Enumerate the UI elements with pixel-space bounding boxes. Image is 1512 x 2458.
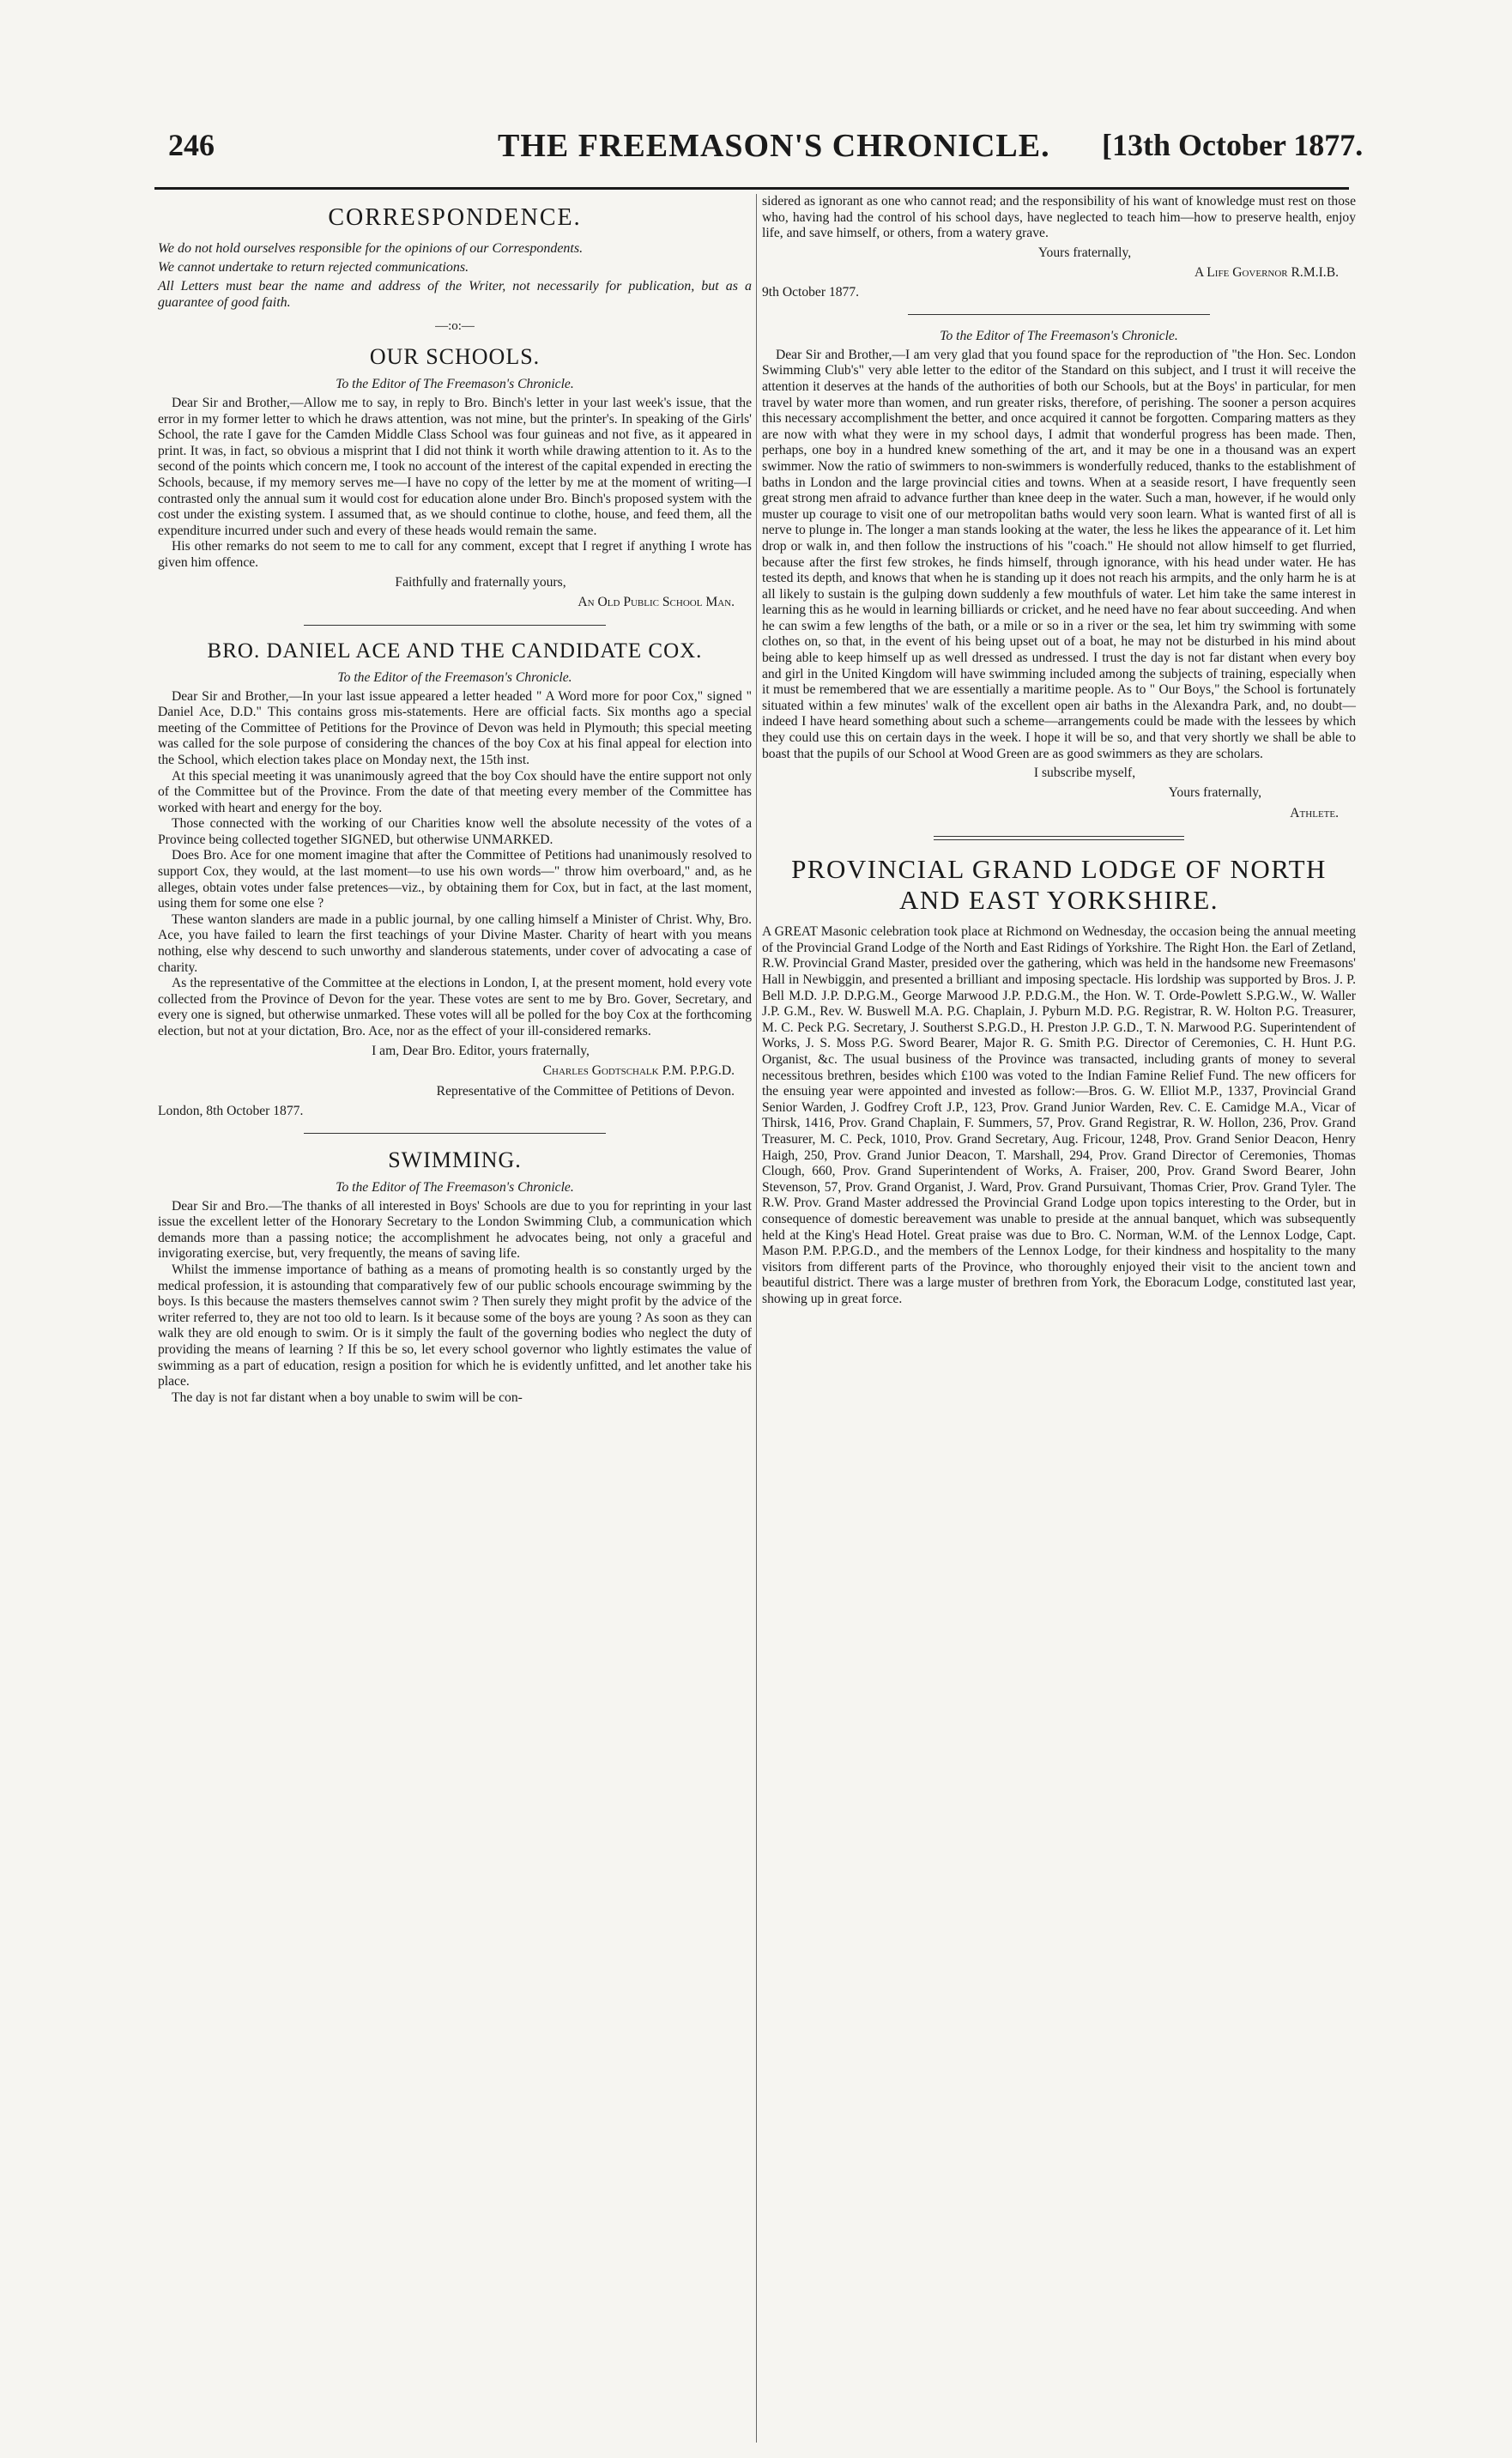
ace-editor-line: To the Editor of the Freemason's Chronicle. xyxy=(337,669,572,685)
schools-editor-line: To the Editor of The Freemason's Chronicle. xyxy=(336,377,574,391)
masthead xyxy=(0,122,1512,179)
correspondence-heading: CORRESPONDENCE. xyxy=(328,204,582,231)
ace-paragraph: These wanton slanders are made in a public journal, by one calling himself a Minister of Christ. Why, Bro. Ace, you have failed to learn the first teachings of your Divine Master. Charity of heart with you means nothing, else why descend to such unworthy and slanderous statements, under cover of advocating a case of charity. xyxy=(158,911,752,975)
article-rule xyxy=(934,836,1184,840)
yorkshire-heading: PROVINCIAL GRAND LODGE OF NORTH AND EAST YORKSHIRE. xyxy=(791,854,1327,916)
article-rule xyxy=(304,1133,606,1134)
schools-closing: Faithfully and fraternally yours, xyxy=(395,574,566,590)
publication-title: THE FREEMASON'S CHRONICLE. xyxy=(498,128,1050,164)
swimming-paragraph: Dear Sir and Bro.—The thanks of all interested in Boys' Schools are due to you for reprinting in your last issue the excellent letter of the Honorary Secretary to the London Swimming Club, a communication which demands more than a passing notice; the accomplishment he advocates being, not only a graceful and invigorating exercise, but, very frequently, the means of saving life. xyxy=(158,1198,752,1262)
ace-closing: I am, Dear Bro. Editor, yours fraternally, xyxy=(372,1043,590,1058)
schools-heading: OUR SCHOOLS. xyxy=(369,344,541,369)
athlete-closing-2: Yours fraternally, xyxy=(1168,785,1261,801)
ace-paragraph: At this special meeting it was unanimously agreed that the boy Cox should have the entire support not only of the Committee but of the Province. From the date of that meeting every member of the Committee has worked with heart and energy for the boy. xyxy=(158,768,752,815)
governor-closing: Yours fraternally, xyxy=(1037,245,1132,260)
rejected-note: We cannot undertake to return rejected communications. xyxy=(158,260,469,275)
ace-paragraph: As the representative of the Committee at the elections in London, I, at the present moment, hold every vote collected from the Province of Devon for the year. These votes are sent to me by Bro. Gover, Secretary, and every one is signed, but otherwise unmarked. These votes will all be polled for the boy Cox at the forthcoming election, but not at your dictation, Bro. Ace, nor as the effect of your ill-considered remarks. xyxy=(158,976,752,1038)
athlete-closing: I subscribe myself, xyxy=(1033,766,1136,781)
ace-date: London, 8th October 1877. xyxy=(158,1103,304,1118)
left-column xyxy=(158,194,752,1406)
schools-paragraph: His other remarks do not seem to me to call for any comment, except that I regret if anything I wrote has given him offence. xyxy=(158,539,752,570)
ace-paragraph: Those connected with the working of our Charities know well the absolute necessity of the votes of a Province being collected together SIGNED, but otherwise UNMARKED. xyxy=(158,816,752,847)
governor-date: 9th October 1877. xyxy=(762,284,860,300)
disclaimer-note: We do not hold ourselves responsible for the opinions of our Correspondents. xyxy=(158,241,584,256)
swimming-paragraph: Whilst the immense importance of bathing as a means of promoting health is so constantly urged by the medical profession, it is astounding that comparatively few of our public schools encourage swimming by the boys. Is this because the masters themselves cannot swim ? Then surely they might profit by the advice of the writer referred to, they are not too old to learn. Is it because some of the boys are young ? As soon as they can walk they are old enough to swim. Or is it simply the fault of the governing bodies who neglect the duty of providing the means of learning ? If this be so, let every school governor who lightly estimates the value of swimming as a part of education, resign a position for which he is evidently unfitted, and let another take his place. xyxy=(158,1262,752,1389)
athlete-editor-line: To the Editor of The Freemason's Chronicle. xyxy=(940,328,1178,343)
yorkshire-paragraph: A GREAT Masonic celebration took place at Richmond on Wednesday, the occasion being the annual meeting of the Provincial Grand Lodge of the North and East Ridings of Yorkshire. The Right Hon. the Earl of Zetland, R.W. Provincial Grand Master, presided over the gathering, which was held in the handsome new Freemasons' Hall in Newbiggin, and presented a brilliant and imposing spectacle. His lordship was supported by Bros. J. P. Bell M.D. J.P. D.P.G.M., George Marwood J.P. P.D.G.M., the Hon. W. T. Orde-Powlett S.P.G.W., W. Waller J.P. G.M., Rev. W. Buswell M.A. P.G. Chaplain, J. Pyburn M.D. P.G. Registrar, R. W. Holton P.G. Treasurer, M. C. Peck P.G. Secretary, J. Southerst S.P.G.D., H. Preston J.P. G.D., T. N. Marwood P.G. Superintendent of Works, J. S. Moss P.G. Sword Bearer, Major R. G. Smith P.G. Director of Ceremonies, C. H. Hunt P.G. Organist, &c. The usual business of the Province was transacted, including grants of money to several necessitous brethren, besides which £100 was voted to the Indian Famine Relief Fund. The new officers for the ensuing year were appointed and invested as follow:—Bros. G. W. Elliot M.P., 1337, Provincial Grand Senior Warden, J. Godfrey Croft J.P., 123, Prov. Grand Junior Warden, Rev. C. E. Camidge M.A., Vicar of Thirsk, 1416, Prov. Grand Chaplain, F. Summers, 57, Prov. Grand Registrar, R. W. Hollon, 236, Prov. Grand Treasurer, M. C. Peck, 1010, Prov. Grand Secretary, Aug. Fricour, 1248, Prov. Grand Senior Deacon, Henry Haigh, 250, Prov. Grand Junior Deacon, T. Marshall, 294, Prov. Grand Director of Ceremonies, Thomas Clough, 660, Prov. Grand Superintendent of Works, A. Fraiser, 200, Prov. Grand Sword Bearer, John Stevenson, 57, Prov. Grand Organist, J. Ward, Prov. Grand Pursuivant, Thomas Crier, Prov. Grand Tyler. The R.W. Prov. Grand Master addressed the Provincial Grand Lodge upon topics interesting to the Order, but in consequence of domestic bereavement was unable to preside at the annual banquet, which was subsequently held at the King's Head Hotel. Great praise was due to Bro. C. Norman, W.M. of the Lennox Lodge, Capt. Mason P.M. P.P.G.D., and the members of the Lennox Lodge, for their kindness and hospitality to the many visitors from different parts of the Province, who thoroughly enjoyed their visit to the ancient town and beautiful district. There was a large muster of brethren from York, the Eboracum Lodge, constituted last year, showing up in great force. xyxy=(762,924,1356,1306)
article-rule xyxy=(908,314,1210,315)
ace-signature-title: Representative of the Committee of Petitions of Devon. xyxy=(436,1083,735,1099)
schools-paragraph: Dear Sir and Brother,—Allow me to say, in reply to Bro. Binch's letter in your last week's issue, that the error in my former letter to which he draws attention, was not mine, but the printer's. In speaking of the Girls' School, the rate I gave for the Camden Middle Class School was four guineas and not five, as it appeared in print. It was, in fact, so obvious a misprint that I did not think it worth while drawing attention to it. As to the second of the points which concern me, I took no account of the interest of the capital expended in erecting the Schools, because, if my memory serves me—I have no copy of the letter by me at the moment of writing—I contrasted only the annual sum it would cost for education alone under Bro. Binch's proposed system with the cost under the existing system. I assumed that, as we should continue to clothe, house, and feed them, all the expenditure incurred under such and every of these heads would remain the same. xyxy=(158,396,752,538)
swimming-editor-line: To the Editor of The Freemason's Chronicle. xyxy=(336,1179,574,1195)
athlete-signature: Athlete. xyxy=(1290,806,1339,821)
right-column xyxy=(762,194,1356,1307)
swimming-heading: SWIMMING. xyxy=(388,1147,522,1172)
swimming-continued: sidered as ignorant as one who cannot read; and the responsibility of his want of knowledge must rest on those who, having had the control of his school days, have neglected to teach him—how to preserve health, enjoy life, and save himself, or others, from a watery grave. xyxy=(762,194,1356,241)
ace-signature: Charles Godtschalk P.M. P.P.G.D. xyxy=(542,1063,735,1078)
ace-paragraph: Dear Sir and Brother,—In your last issue appeared a letter headed " A Word more for poor Cox," signed " Daniel Ace, D.D." This contains gross mis-statements. Here are official facts. Six months ago a special meeting of the Committee of Petitions for the Province of Devon was held in Plymouth; this special meeting was called for the sole purpose of considering the chances of the boy Cox at his final appeal for election into the School, which election takes place on Monday next, the 15th inst. xyxy=(158,688,752,767)
swimming-paragraph: The day is not far distant when a boy unable to swim will be con- xyxy=(172,1389,523,1405)
page-number: 246 xyxy=(168,128,215,162)
column-divider xyxy=(756,194,757,2443)
schools-signature: An Old Public School Man. xyxy=(578,594,735,609)
article-rule xyxy=(304,625,606,626)
issue-date: [13th October 1877. xyxy=(1102,128,1364,162)
ace-heading: BRO. DANIEL ACE AND THE CANDIDATE COX. xyxy=(207,639,703,663)
athlete-paragraph: Dear Sir and Brother,—I am very glad that you found space for the reproduction of "the Hon. Sec. London Swimming Club's" very able letter to the editor of the Standard on this subject, and I trust it will receive the attention it deserves at the hands of the authorities of both our Schools, but at the Boys' in particular, for men travel by water more than women, and run greater risks, therefore, of perishing. The sooner a person acquires this necessary accomplishment the better, and once acquired it cannot be forgotten. Comparing matters as they are now with what they were in my school days, I admit that wonderful progress has been made. Then, perhaps, one boy in a hundred knew something of the art, and it may be one in a thousand was an expert swimmer. Now the ratio of swimmers to non-swimmers is wonderfully reduced, thanks to the establishment of baths in London and the large provincial cities and towns. When at a seaside resort, I have frequently seen great strong men afraid to advance further than knee deep in the water. Such a man, however, if he would only muster up courage to visit one of our metropolitan baths would very soon learn. What is wanted first of all is nerve to plunge in. The longer a man stands looking at the water, the less he likes the appearance of it. Let him drop or walk in, and then follow the instructions of his "coach." He should not allow himself to get flurried, because after the first few strokes, he finds himself, through ignorance, with his head under water. He has tested its depth, and knows that when he is standing up it does not reach his armpits, and the only harm he is at all likely to sustain is the gulping down suddenly a few mouthfuls of water. Let him take the same interest in learning this as he would in learning billiards or cricket, and he need have no fear about succeeding. And when he can swim a few lengths of the bath, or a mile or so in a river or the sea, let him try swimming with some clothes on, so that, in the event of his being upset out of a boat, he may not be disturbed in his mind about being able to keep himself up as well dressed as undressed. I trust the day is not far distant when every boy and girl in the United Kingdom will have swimming included among the subjects of training, especially when it must be remembered that we are essentially a maritime people. As to " Our Boys," the School is fortunately situated within a few minutes' walk of the excellent open air baths in the Alexandra Park, and, no doubt—indeed I have heard something about such a scheme—arrangements could be made with the lessees by which they could use this on certain days in the week. I hope it will be so, and that very shortly we shall be able to boast that the pupils of our School at Wood Green are as good swimmers as they are scholars. xyxy=(762,347,1356,761)
governor-signature: A Life Governor R.M.I.B. xyxy=(1194,264,1339,280)
section-divider: —:o:— xyxy=(435,319,475,333)
letters-note: All Letters must bear the name and address of the Writer, not necessarily for publication, but as a guarantee of good faith. xyxy=(158,279,752,310)
masthead-rule xyxy=(154,187,1349,190)
ace-paragraph: Does Bro. Ace for one moment imagine that after the Committee of Petitions had unanimously resolved to support Cox, they would, at the last moment—to use his own words—" throw him overboard," and, as he alleges, obtain votes under false pretences—viz., by obtaining them for Cox, but in fact, at the last moment, using them for some one else ? xyxy=(158,848,752,911)
